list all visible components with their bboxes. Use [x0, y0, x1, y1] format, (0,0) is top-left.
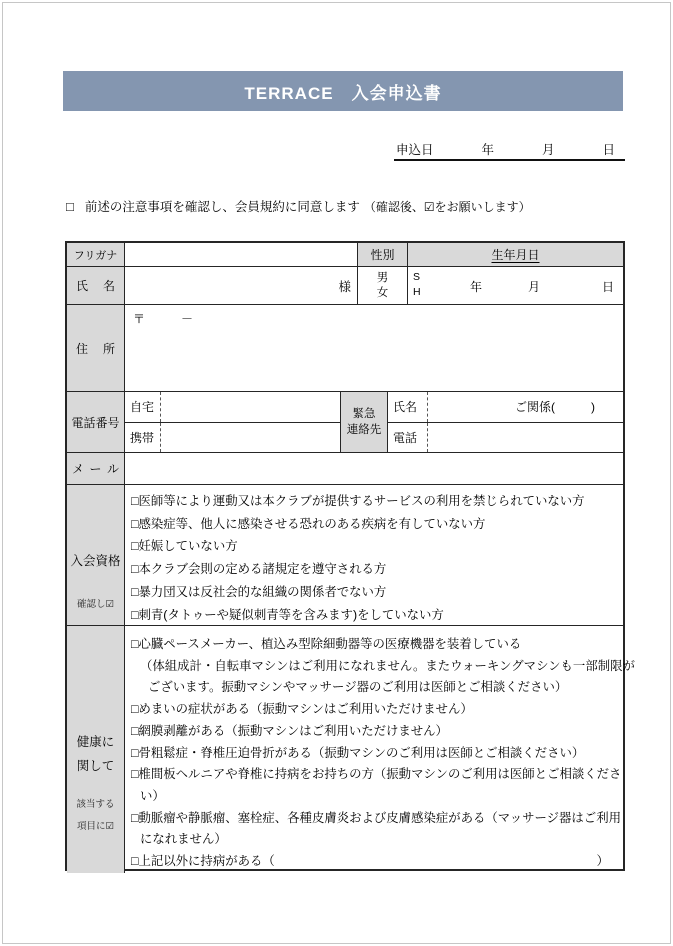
address-field[interactable] — [125, 305, 623, 391]
phone-mobile-field[interactable] — [161, 423, 340, 453]
phone-mobile-row — [125, 423, 340, 453]
form-title-bar — [63, 71, 623, 111]
name-label-2: 名 — [102, 279, 115, 293]
health-item-continuation: になれません） — [140, 832, 227, 847]
health-item[interactable]: □網膜剥離がある（振動マシンはご利用いただけません） — [131, 723, 448, 738]
birthdate-field[interactable] — [408, 267, 623, 304]
postal-code-mark: 〒 － — [133, 312, 194, 326]
document-page — [2, 2, 671, 944]
apply-date-label: 申込日 — [396, 143, 434, 157]
qualification-checklist — [125, 485, 623, 625]
qualification-note: 確認し☑ — [76, 598, 115, 610]
furigana-field[interactable] — [125, 243, 358, 266]
health-item[interactable]: □骨粗鬆症・脊椎圧迫骨折がある（振動マシンのご利用は医師とご相談ください） — [131, 745, 585, 760]
phone-home-row — [125, 392, 340, 423]
qualification-item[interactable]: □暴力団又は反社会的な組織の関係者でない方 — [131, 584, 387, 599]
row-furigana — [67, 243, 623, 267]
emergency-label-cell — [341, 392, 388, 452]
health-item[interactable]: □めまいの症状がある（振動マシンはご利用いただけません） — [131, 702, 473, 717]
emergency-phone-row — [388, 423, 623, 453]
phone-label: 電話番号 — [71, 415, 120, 430]
birth-unit-month: 月 — [528, 280, 541, 294]
health-item[interactable]: □椎間板ヘルニアや脊椎に持病をお持ちの方（振動マシンのご利用は医師とご相談くださ — [131, 767, 622, 782]
era-showa: S — [413, 271, 421, 283]
gender-header-cell — [358, 243, 408, 266]
phone-mobile-label: 携帯 — [130, 430, 155, 445]
address-label-1: 住 — [76, 341, 89, 356]
row-phone — [67, 392, 623, 453]
emergency-phone-field[interactable] — [428, 423, 623, 453]
consent-text: 前述の注意事項を確認し、会員規約に同意します — [84, 200, 360, 214]
apply-date-day: 日 — [602, 143, 615, 157]
mail-field[interactable] — [125, 453, 623, 484]
health-checklist — [125, 626, 641, 873]
qualification-label-cell — [67, 485, 125, 625]
consent-note: （確認後、☑をお願いします） — [363, 199, 531, 214]
mail-label-2: ー — [89, 462, 102, 476]
emergency-relation-label: ご関係( ) — [515, 400, 595, 415]
health-other-open: □上記以外に持病がある（ — [131, 854, 275, 869]
apply-date-year: 年 — [481, 143, 494, 157]
gender-male[interactable]: 男 — [376, 271, 389, 284]
phone-left-block — [125, 392, 341, 452]
emergency-phone-label: 電話 — [393, 430, 418, 445]
health-item[interactable]: □動脈瘤や静脈瘤、塞栓症、各種皮膚炎および皮膚感染症がある（マッサージ器はご利用 — [131, 810, 621, 825]
emergency-name-label: 氏名 — [393, 400, 418, 415]
era-heisei: H — [413, 286, 421, 298]
name-label-1: 氏 — [76, 279, 89, 293]
emergency-name-label-cell — [388, 392, 428, 422]
row-mail — [67, 453, 623, 485]
qualification-item[interactable]: □妊娠していない方 — [131, 539, 238, 554]
phone-mobile-label-cell — [125, 423, 161, 453]
emergency-right-block — [388, 392, 623, 452]
emergency-phone-label-cell — [388, 423, 428, 453]
form-title: TERRACE 入会申込書 — [244, 83, 442, 103]
mail-label-cell — [67, 453, 125, 484]
row-qualification — [67, 485, 623, 626]
qualification-item[interactable]: □感染症等、他人に感染させる恐れのある疾病を有していない方 — [131, 516, 486, 531]
emergency-label-2: 連絡先 — [346, 424, 382, 436]
qualification-item[interactable]: □医師等により運動又は本クラブが提供するサービスの利用を禁じられていない方 — [131, 494, 585, 508]
apply-date-month: 月 — [541, 143, 555, 157]
phone-home-label: 自宅 — [130, 400, 155, 415]
gender-header: 性別 — [370, 248, 395, 262]
furigana-label-cell — [67, 243, 125, 266]
health-other-close: ） — [596, 854, 609, 869]
address-label-cell — [67, 305, 125, 391]
mail-label-3: ル — [106, 462, 119, 476]
application-form-table — [65, 241, 635, 871]
row-name — [67, 267, 623, 305]
birth-header-cell — [408, 243, 623, 266]
health-note-2: 項目に☑ — [76, 821, 115, 833]
birth-unit-year: 年 — [470, 280, 483, 294]
qualification-label: 入会資格 — [70, 553, 121, 568]
consent-line — [66, 197, 531, 215]
name-field[interactable] — [125, 267, 358, 304]
mail-label-1: メ — [72, 462, 85, 476]
emergency-name-row — [388, 392, 623, 423]
phone-home-field[interactable] — [161, 392, 340, 422]
phone-label-cell — [67, 392, 125, 452]
gender-female[interactable]: 女 — [376, 286, 389, 299]
qualification-item[interactable]: □刺青(タトゥーや疑似刺青等を含みます)をしていない方 — [131, 607, 444, 622]
health-item-other[interactable] — [131, 851, 635, 873]
health-label-cell — [67, 626, 125, 873]
health-item-continuation: ございます。振動マシンやマッサージ器のご利用は医師とご相談ください） — [148, 680, 568, 695]
health-label-2: 関して — [76, 759, 115, 774]
qualification-item[interactable]: □本クラブ会則の定める諸規定を遵守される方 — [131, 562, 387, 577]
birth-unit-day: 日 — [601, 280, 614, 294]
row-address — [67, 305, 623, 392]
application-date-line — [394, 141, 625, 161]
gender-choice-cell[interactable] — [358, 267, 408, 304]
health-item[interactable]: □心臓ペースメーカー、植込み型除細動器等の医療機器を装着している — [131, 637, 522, 651]
furigana-label: フリガナ — [73, 249, 118, 262]
health-note-1: 該当する — [76, 799, 115, 811]
row-health — [67, 626, 635, 873]
birth-header: 生年月日 — [491, 248, 540, 262]
era-marks — [413, 270, 421, 300]
name-suffix: 様 — [338, 279, 351, 294]
consent-checkbox[interactable]: □ — [66, 198, 74, 214]
name-label-cell — [67, 267, 125, 304]
phone-home-label-cell — [125, 392, 161, 422]
emergency-label-1: 緊急 — [352, 408, 376, 420]
health-label-1: 健康に — [76, 735, 115, 750]
emergency-name-field[interactable] — [428, 392, 623, 422]
health-item-continuation: い） — [140, 788, 165, 803]
health-item-continuation: （体組成計・自転車マシンはご利用になれません。またウォーキングマシンも一部制限が — [140, 658, 635, 673]
address-label-2: 所 — [102, 341, 115, 356]
